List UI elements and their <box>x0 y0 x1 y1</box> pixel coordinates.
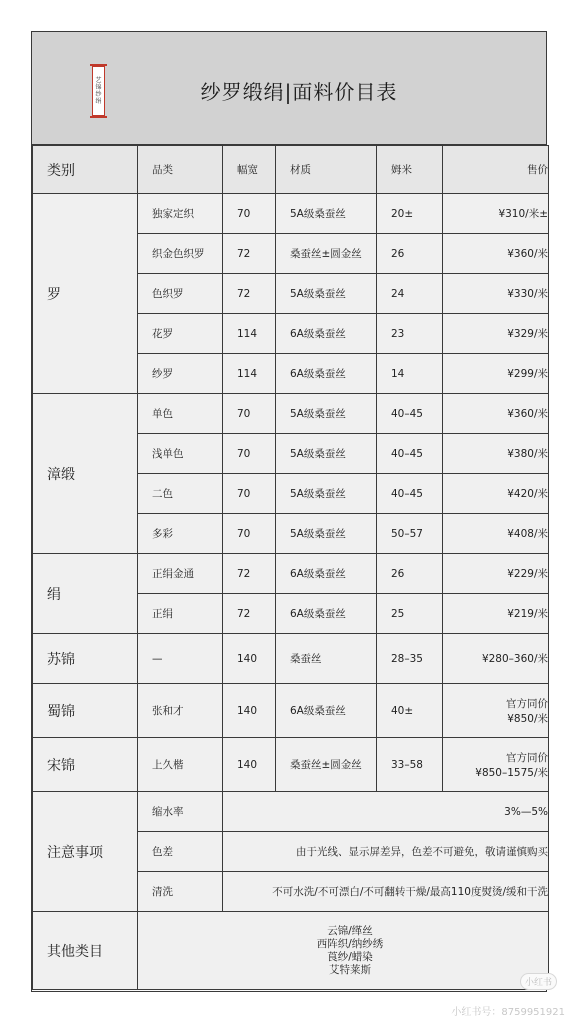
col-header-momme: 姆米 <box>377 146 443 194</box>
price-cell: ¥229/米 <box>443 554 549 594</box>
category-cell: 罗 <box>33 194 138 394</box>
item-cell: 张和才 <box>138 684 223 738</box>
price-cell: ¥299/米 <box>443 354 549 394</box>
material-cell: 桑蚕丝 <box>276 634 377 684</box>
momme-cell: 14 <box>377 354 443 394</box>
price-cell <box>443 684 549 738</box>
item-cell: 浅单色 <box>138 434 223 474</box>
price-cell: ¥360/米 <box>443 234 549 274</box>
col-header-width: 幅宽 <box>223 146 276 194</box>
item-cell: 多彩 <box>138 514 223 554</box>
item-cell: 上久楷 <box>138 738 223 792</box>
material-cell: 5A级桑蚕丝 <box>276 474 377 514</box>
momme-cell: 33–58 <box>377 738 443 792</box>
material-cell: 6A级桑蚕丝 <box>276 594 377 634</box>
width-cell: 140 <box>223 634 276 684</box>
price-cell <box>443 738 549 792</box>
momme-cell: 25 <box>377 594 443 634</box>
material-cell: 6A级桑蚕丝 <box>276 354 377 394</box>
price-value: ¥850–1575/米 <box>475 766 548 779</box>
momme-cell: 26 <box>377 554 443 594</box>
width-cell: 114 <box>223 314 276 354</box>
note-text: 由于光线、显示屏差异，色差不可避免，敬请谨慎购买 <box>223 832 549 872</box>
width-cell: 70 <box>223 514 276 554</box>
momme-cell: 23 <box>377 314 443 354</box>
item-cell: — <box>138 634 223 684</box>
momme-cell: 20± <box>377 194 443 234</box>
category-cell: 绢 <box>33 554 138 634</box>
item-cell: 独家定织 <box>138 194 223 234</box>
width-cell: 70 <box>223 394 276 434</box>
material-cell: 桑蚕丝±圆金丝 <box>276 234 377 274</box>
others-item: 云锦/缂丝 <box>327 924 373 937</box>
others-item: 莨纱/蜡染 <box>327 950 373 963</box>
seal-logo: 艺 锦 纱 绢 <box>92 66 105 116</box>
others-row <box>33 912 549 990</box>
table-header-row <box>33 146 549 194</box>
watermark-text: 小红书号：8759951921 <box>451 1007 565 1018</box>
price-cell: ¥408/米 <box>443 514 549 554</box>
width-cell: 72 <box>223 594 276 634</box>
others-item: 艾特莱斯 <box>329 963 371 976</box>
note-text: 3%—5% <box>223 792 549 832</box>
material-cell: 5A级桑蚕丝 <box>276 274 377 314</box>
width-cell: 114 <box>223 354 276 394</box>
momme-cell: 26 <box>377 234 443 274</box>
item-cell: 色织罗 <box>138 274 223 314</box>
item-cell: 二色 <box>138 474 223 514</box>
price-value: ¥850/米 <box>507 712 548 725</box>
watermark-badge: 小红书 <box>520 973 557 990</box>
col-header-price: 售价 <box>443 146 549 194</box>
item-cell: 正绢金通 <box>138 554 223 594</box>
momme-cell: 40–45 <box>377 394 443 434</box>
price-note: 官方同价 <box>506 697 548 710</box>
note-label: 色差 <box>138 832 223 872</box>
notes-category-cell: 注意事项 <box>33 792 138 912</box>
width-cell: 140 <box>223 684 276 738</box>
momme-cell: 40–45 <box>377 434 443 474</box>
width-cell: 70 <box>223 474 276 514</box>
material-cell: 5A级桑蚕丝 <box>276 394 377 434</box>
width-cell: 72 <box>223 234 276 274</box>
table-row <box>33 394 549 434</box>
width-cell: 70 <box>223 434 276 474</box>
momme-cell: 50–57 <box>377 514 443 554</box>
item-cell: 花罗 <box>138 314 223 354</box>
material-cell: 5A级桑蚕丝 <box>276 514 377 554</box>
item-cell: 纱罗 <box>138 354 223 394</box>
others-item: 西阵织/纳纱绣 <box>316 937 384 950</box>
price-cell: ¥329/米 <box>443 314 549 354</box>
price-note: 官方同价 <box>506 751 548 764</box>
note-text: 不可水洗/不可漂白/不可翻转干燥/最高110度熨烫/缓和干洗 <box>223 872 549 912</box>
material-cell: 6A级桑蚕丝 <box>276 314 377 354</box>
others-list <box>138 912 549 990</box>
category-cell: 蜀锦 <box>33 684 138 738</box>
category-cell: 苏锦 <box>33 634 138 684</box>
price-cell: ¥360/米 <box>443 394 549 434</box>
table-row <box>33 684 549 738</box>
col-header-material: 材质 <box>276 146 377 194</box>
momme-cell: 28–35 <box>377 634 443 684</box>
item-cell: 正绢 <box>138 594 223 634</box>
price-cell: ¥219/米 <box>443 594 549 634</box>
item-cell: 单色 <box>138 394 223 434</box>
note-label: 缩水率 <box>138 792 223 832</box>
material-cell: 6A级桑蚕丝 <box>276 554 377 594</box>
note-label: 清洗 <box>138 872 223 912</box>
table-row <box>33 738 549 792</box>
width-cell: 72 <box>223 274 276 314</box>
table-row <box>33 634 549 684</box>
page-title: 纱罗缎绢|面料价目表 <box>200 80 398 104</box>
momme-cell: 24 <box>377 274 443 314</box>
col-header-item: 品类 <box>138 146 223 194</box>
note-row <box>33 792 549 832</box>
width-cell: 72 <box>223 554 276 594</box>
momme-cell: 40± <box>377 684 443 738</box>
material-cell: 5A级桑蚕丝 <box>276 194 377 234</box>
price-cell: ¥310/米± <box>443 194 549 234</box>
width-cell: 70 <box>223 194 276 234</box>
material-cell: 6A级桑蚕丝 <box>276 684 377 738</box>
price-cell: ¥380/米 <box>443 434 549 474</box>
price-table <box>32 145 549 990</box>
material-cell: 5A级桑蚕丝 <box>276 434 377 474</box>
header-banner <box>32 32 546 145</box>
price-cell: ¥420/米 <box>443 474 549 514</box>
price-cell: ¥280–360/米 <box>443 634 549 684</box>
table-row <box>33 554 549 594</box>
item-cell: 织金色织罗 <box>138 234 223 274</box>
others-category-cell: 其他类目 <box>33 912 138 990</box>
width-cell: 140 <box>223 738 276 792</box>
category-cell: 宋锦 <box>33 738 138 792</box>
category-cell: 漳缎 <box>33 394 138 554</box>
col-header-category: 类别 <box>33 146 138 194</box>
table-row <box>33 194 549 234</box>
momme-cell: 40–45 <box>377 474 443 514</box>
price-cell: ¥330/米 <box>443 274 549 314</box>
material-cell: 桑蚕丝±圆金丝 <box>276 738 377 792</box>
price-sheet <box>31 31 547 992</box>
